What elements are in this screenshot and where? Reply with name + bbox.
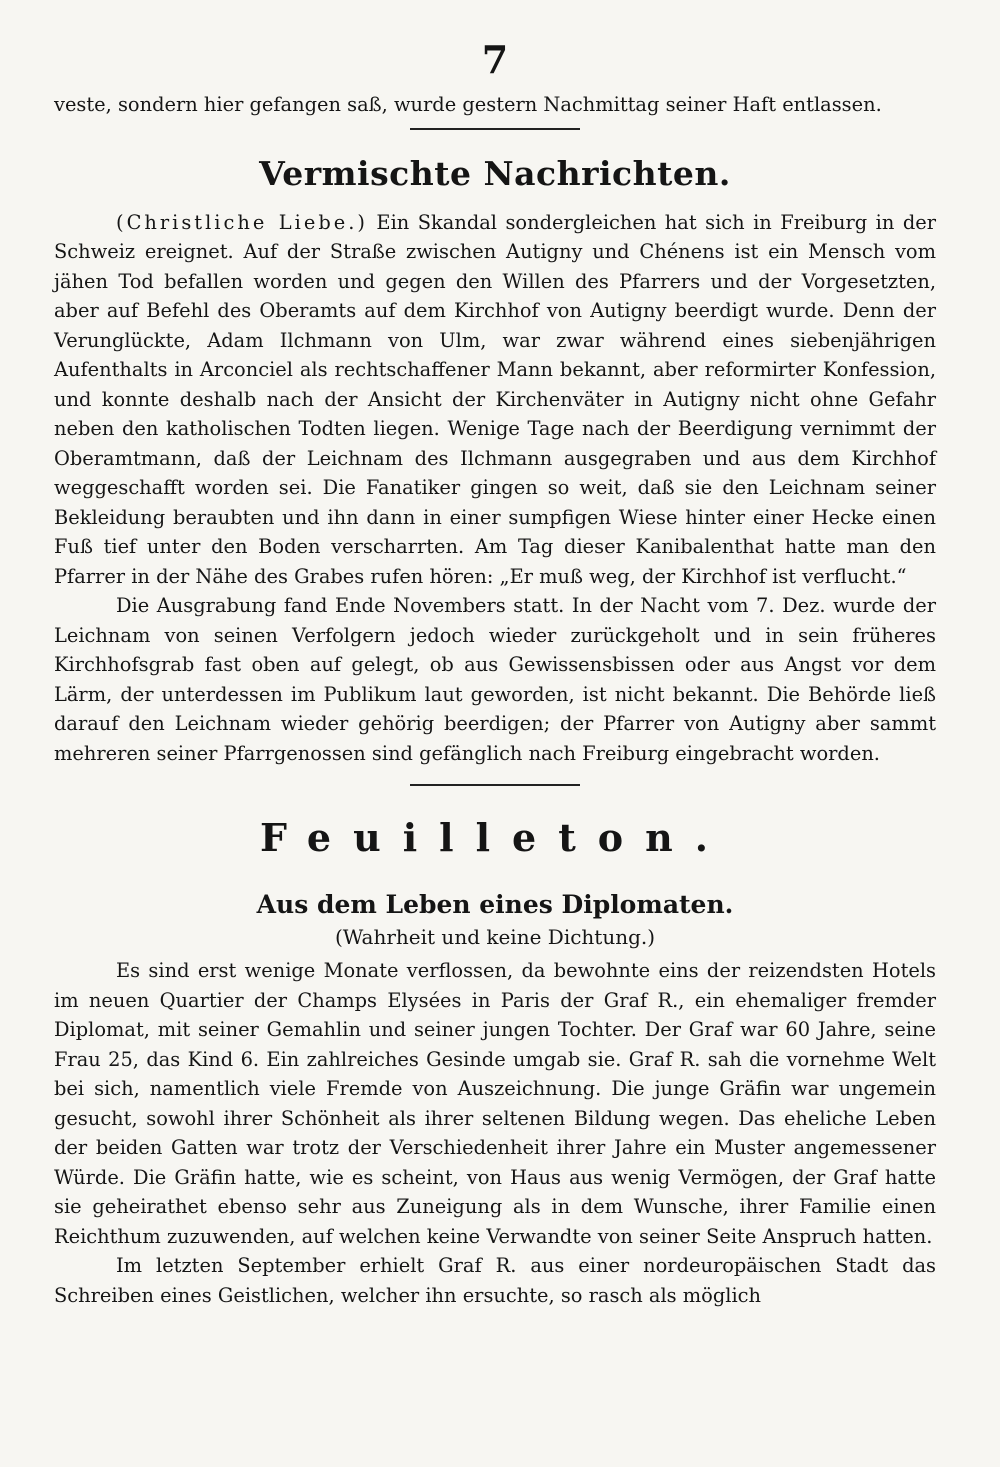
divider-rule <box>410 784 580 786</box>
divider-rule <box>410 128 580 130</box>
news-paragraph-body: Ein Skandal sondergleichen hat sich in Freiburg in der Schweiz ereignet. Auf der Straße zwischen Autigny und Chénens ist ein Mensch vom jähen Tod befallen worden und gegen den Willen des Pfarrers und der Vorgesetzten, aber auf Befehl des Oberamts auf dem Kirchhof von Autigny beerdigt wurde. Denn der Verunglückte, Adam Ilchmann von Ulm, war zwar während eines siebenjährigen Aufenthalts in Arconciel als rechtschaffener Mann bekannt, aber reformirter Konfession, und konnte deshalb nach der Ansicht der Kirchenväter in Autigny nicht ohne Gefahr neben den katholischen Todten liegen. Wenige Tage nach der Beerdigung vernimmt der Oberamtmann, daß der Leichnam des Ilchmann ausgegraben und aus dem Kirchhof weggeschafft worden sei. Die Fanatiker gingen so weit, daß sie den Leichnam seiner Bekleidung beraubten und ihn dann in einer sumpfigen Wiese hinter einer Hecke einen Fuß tief unter den Boden verscharrten. Am Tag dieser Kanibalenthat hatte man den Pfarrer in der Nähe des Grabes rufen hören: „Er muß weg, der Kirchhof ist verflucht.“ <box>54 210 936 588</box>
article-subtitle: (Wahrheit und keine Dichtung.) <box>334 925 656 949</box>
news-lead-label: (Christliche Liebe.) <box>116 210 368 234</box>
section-heading-feuilleton: Feuilleton. <box>260 815 730 860</box>
news-paragraph <box>54 208 936 592</box>
article-paragraph: Es sind erst wenige Monate verflossen, da bewohnte eins der reizendsten Hotels im neuen Quartier der Champs Elysées in Paris der Graf R., ein ehemaliger fremder Diplomat, mit seiner Gemahlin und seiner jungen Tochter. Der Graf war 60 Jahre, seine Frau 25, das Kind 6. Ein zahlreiches Gesinde umgab sie. Graf R. sah die vornehme Welt bei sich, namentlich viele Fremde von Auszeichnung. Die junge Gräfin war ungemein gesucht, sowohl ihrer Schönheit als ihrer seltenen Bildung wegen. Das eheliche Leben der beiden Gatten war trotz der Verschiedenheit ihrer Jahre ein Muster angemessener Würde. Die Gräfin hatte, wie es scheint, von Haus aus wenig Vermögen, der Graf hatte sie geheirathet ebenso sehr aus Zuneigung als in dem Wunsche, ihrer Familie einen Reichthum zuzuwenden, auf welchen keine Verwandte von seiner Seite Anspruch hatten. <box>54 959 936 1248</box>
section-heading-mixed-news: Vermischte Nachrichten. <box>259 153 731 193</box>
news-paragraph: Die Ausgrabung fand Ende Novembers statt. In der Nacht vom 7. Dez. wurde der Leichnam von seinen Verfolgern jedoch wieder zurückgeholt und in sein früheres Kirchhofsgrab fast oben auf gelegt, ob aus Gewissensbissen oder aus Angst vor dem Lärm, der unterdessen im Publikum laut geworden, ist nicht bekannt. Die Behörde ließ darauf den Leichnam wieder gehörig beerdigen; der Pfarrer von Autigny aber sammt mehreren seiner Pfarrgenossen sind gefänglich nach Freiburg eingebracht worden. <box>54 594 936 765</box>
page-number: 7 <box>481 37 509 82</box>
article-paragraph: Im letzten September erhielt Graf R. aus einer nordeuropäischen Stadt das Schreiben eines Geistlichen, welcher ihn ersuchte, so rasch als möglich <box>54 1254 936 1307</box>
article-title: Aus dem Leben eines Diplomaten. <box>256 890 734 919</box>
intro-paragraph: veste, sondern hier gefangen saß, wurde gestern Nachmittag seiner Haft entlassen. <box>54 93 882 116</box>
